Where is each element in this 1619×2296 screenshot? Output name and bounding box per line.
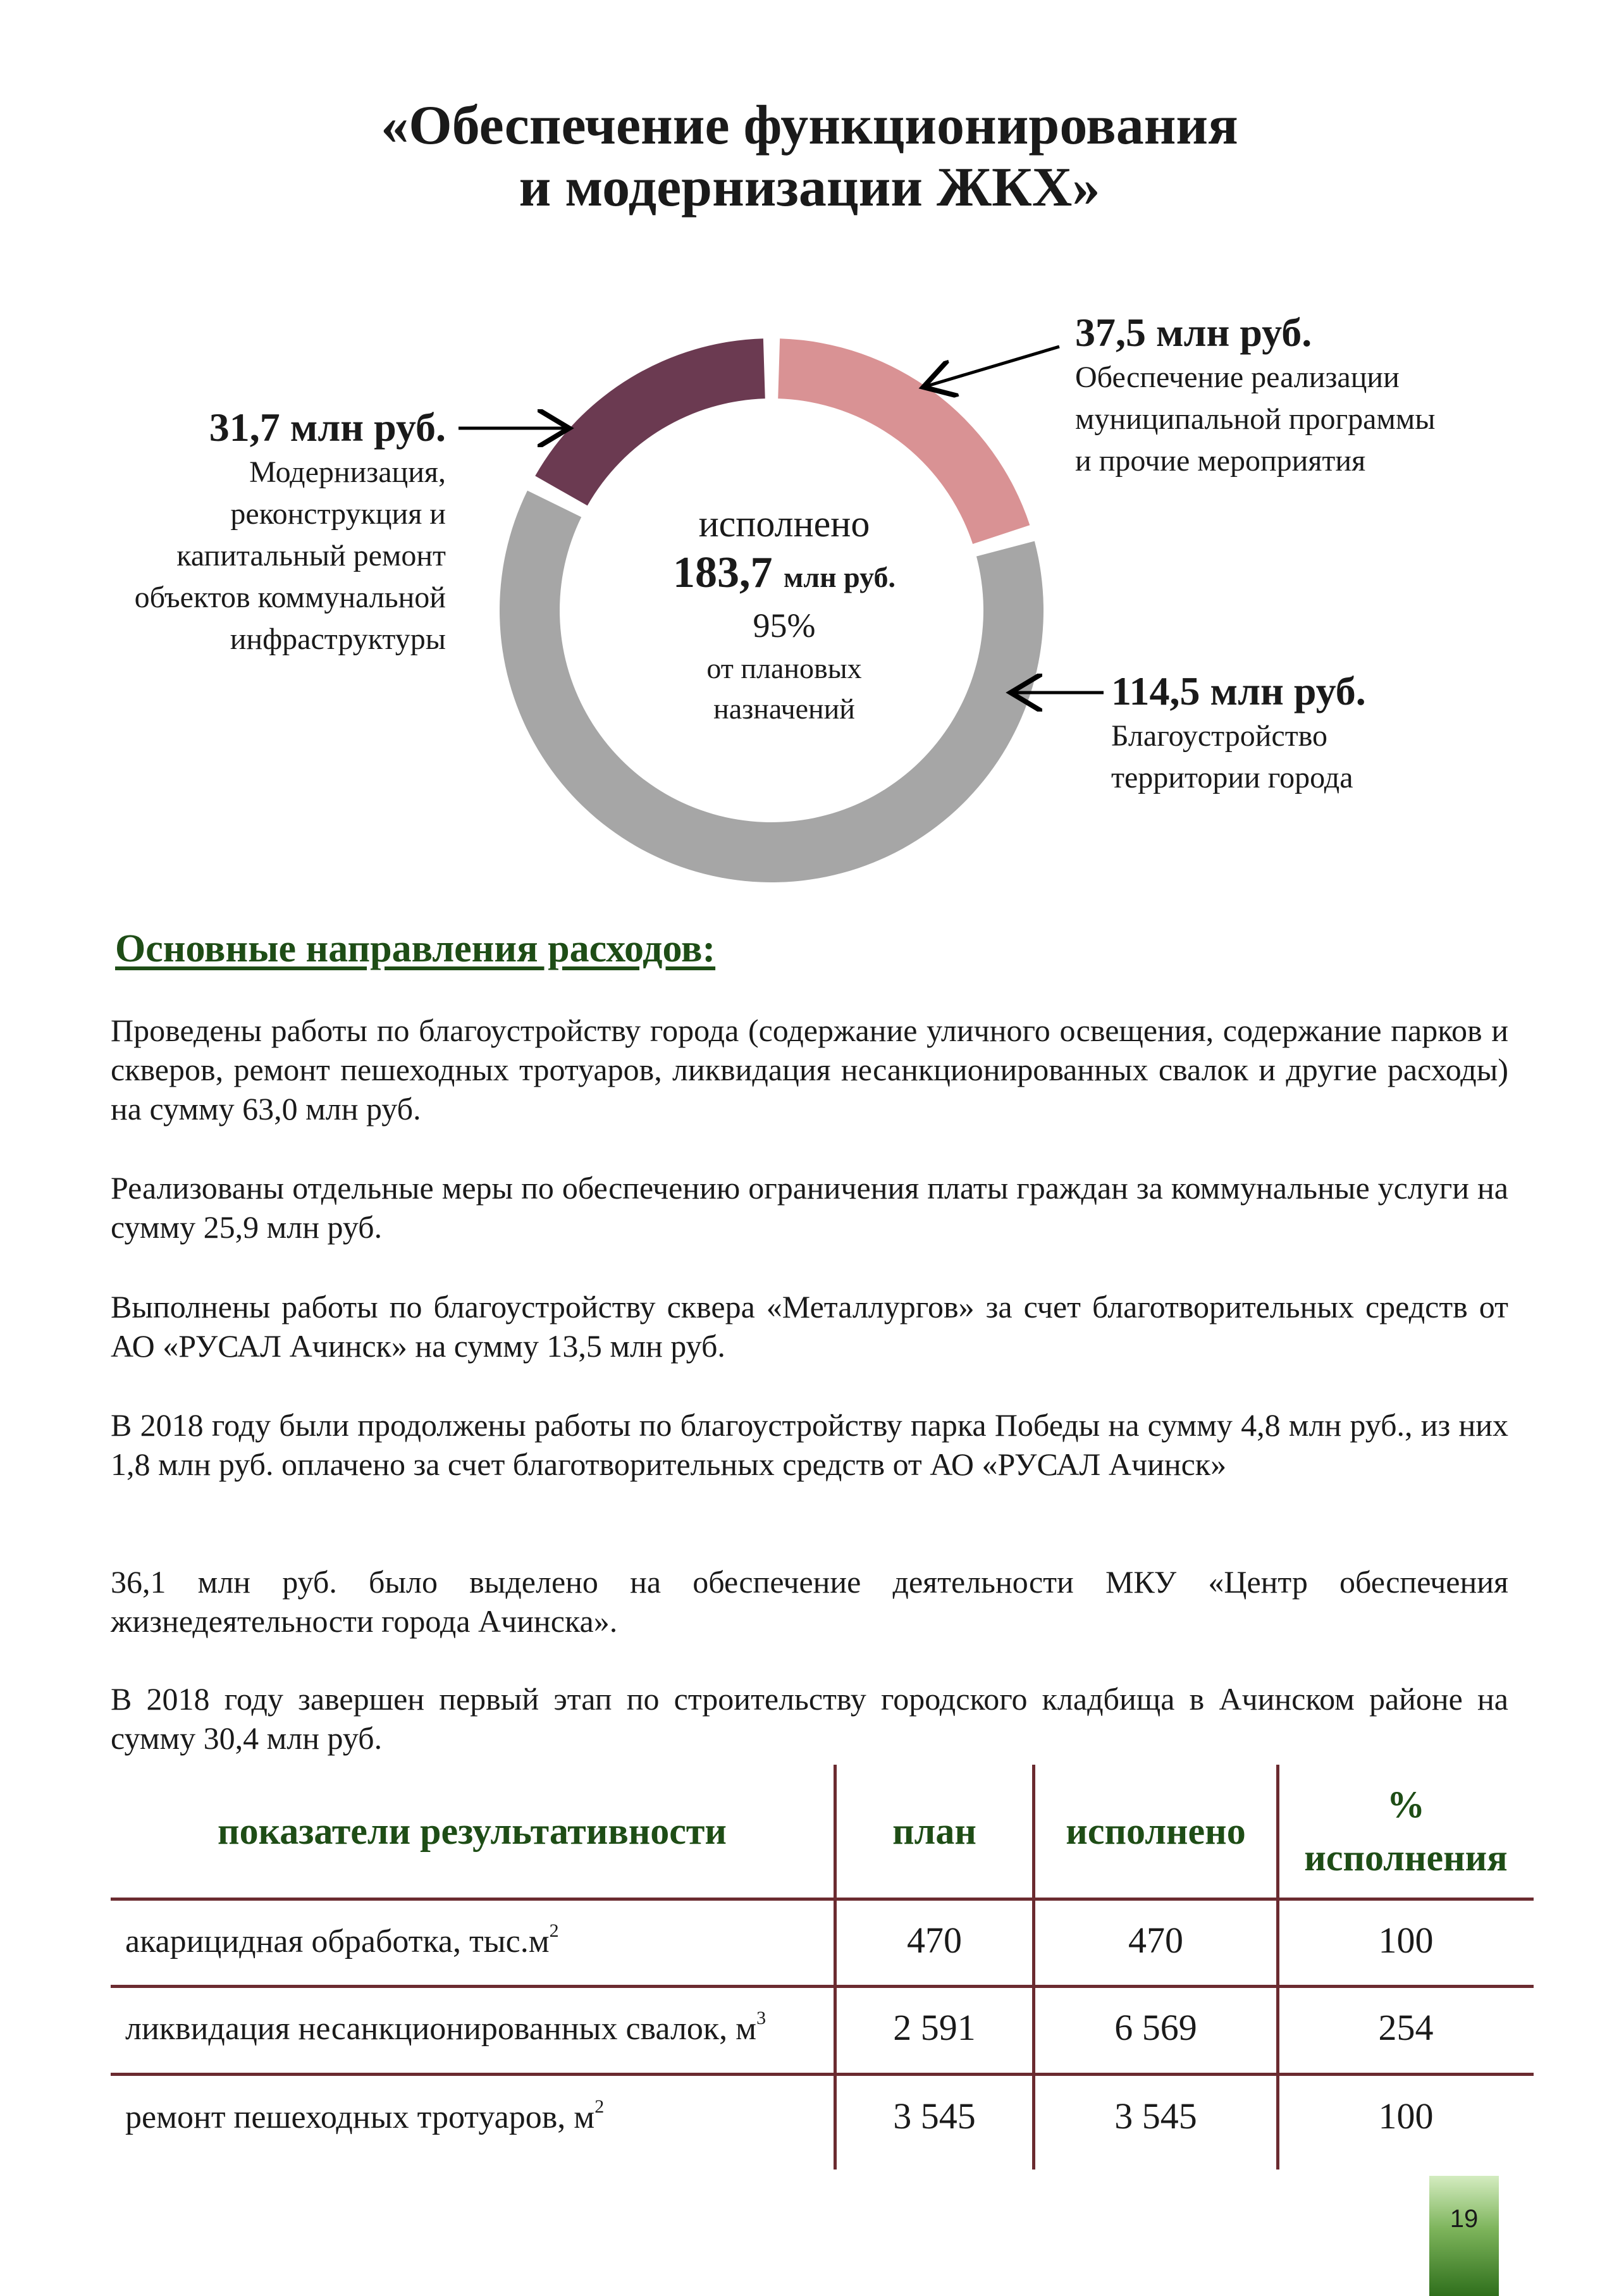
callout-desc-line: Благоустройство (1111, 719, 1328, 753)
callout-desc-line: Обеспечение реализации (1075, 361, 1400, 394)
callout-city-improvement (1111, 667, 1366, 799)
table-cell-percent: 100 (1378, 2095, 1434, 2137)
page-number-tab (1429, 2176, 1499, 2296)
paragraph: Проведены работы по благоустройству города (содержание уличного освещения, содержание парков и скверов, ремонт пешеходных тротуаров, ликвидация несанкционированных свалок и другие расходы) на сумму 63,0 млн руб. (111, 1013, 1508, 1126)
callout-modernization (63, 404, 446, 660)
table-cell-done: 3 545 (1114, 2095, 1197, 2137)
header-percent-word: исполнения (1304, 1837, 1508, 1879)
row-unit-sup: 2 (594, 2096, 605, 2117)
center-caption-line-2: назначений (713, 693, 855, 725)
callout-amount: 114,5 млн руб. (1111, 669, 1366, 713)
callout-desc-line: и прочие мероприятия (1075, 444, 1366, 478)
paragraph: Реализованы отдельные меры по обеспечению ограничения платы граждан за коммунальные услуги на сумму 25,9 млн руб. (111, 1170, 1508, 1245)
callout-program-support (1075, 309, 1435, 482)
row-unit-sup: 3 (756, 2008, 766, 2028)
callout-desc-line: объектов коммунальной (134, 581, 446, 614)
callout-desc-line: Модернизация, (249, 455, 446, 489)
table-rule (111, 1985, 1534, 1988)
center-total-unit: млн руб. (783, 561, 896, 593)
table-row-name (125, 2096, 605, 2137)
center-executed-label: исполнено (698, 503, 870, 545)
header-indicator: показатели результативности (218, 1810, 727, 1852)
donut-slice-modernization (535, 338, 765, 505)
paragraph: Выполнены работы по благоустройству сквера «Металлургов» за счет благотворительных средств от АО «РУСАЛ Ачинск» на сумму 13,5 млн руб. (111, 1289, 1508, 1364)
row-label: акарицидная обработка, тыс.м (125, 1923, 550, 1960)
callout-desc-line: капитальный ремонт (176, 539, 446, 572)
center-total-value: 183,7 (672, 548, 773, 597)
callout-desc-line: территории города (1111, 761, 1353, 794)
center-total (620, 548, 949, 603)
callout-description (1075, 357, 1435, 482)
row-unit-sup: 2 (549, 1920, 559, 1941)
table-cell-done: 470 (1128, 1920, 1183, 1961)
center-caption-line-1: от плановых (706, 652, 862, 684)
header-percent (1279, 1765, 1532, 1898)
callout-amount: 37,5 млн руб. (1075, 310, 1312, 355)
page-number: 19 (1450, 2205, 1479, 2233)
table-cell-done: 6 569 (1114, 2007, 1197, 2048)
paragraph: В 2018 году были продолжены работы по благоустройству парка Победы на сумму 4,8 млн руб., из них 1,8 млн руб. оплачено за счет благотворительных средств от АО «РУСАЛ Ачинск» (111, 1407, 1508, 1482)
center-percent: 95% (753, 607, 816, 645)
callout-desc-line: инфраструктуры (230, 622, 446, 656)
title-line-1: «Обеспечение функционирования (381, 95, 1238, 156)
callout-description (63, 452, 446, 660)
paragraph: В 2018 году завершен первый этап по строительству городского кладбища в Ачинском районе на сумму 30,4 млн руб. (111, 1681, 1508, 1756)
arrow-37-5 (923, 347, 1059, 387)
table-cell-percent: 254 (1378, 2007, 1434, 2048)
table-row-name (125, 2010, 766, 2048)
section-heading: Основные направления расходов: (115, 927, 716, 970)
header-plan: план (892, 1810, 976, 1852)
header-percent-sign: % (1387, 1784, 1425, 1825)
header-done: исполнено (1066, 1810, 1246, 1852)
table-cell-plan: 470 (907, 1920, 962, 1961)
callout-desc-line: муниципальной программы (1075, 402, 1436, 436)
table-rule (111, 1898, 1534, 1901)
table-row-name (125, 1920, 559, 1961)
row-label: ликвидация несанкционированных свалок, м (125, 2011, 757, 2047)
callout-description (1111, 715, 1366, 799)
table-cell-percent: 100 (1378, 1920, 1434, 1961)
paragraph: 36,1 млн руб. было выделено на обеспечение деятельности МКУ «Центр обеспечения жизнедеятельности города Ачинска». (111, 1564, 1508, 1639)
callout-desc-line: реконструкция и (230, 497, 446, 531)
row-label: ремонт пешеходных тротуаров, м (125, 2099, 595, 2135)
title-line-2: и модернизации ЖКХ» (519, 157, 1100, 218)
table-cell-plan: 3 545 (893, 2095, 976, 2137)
callout-amount: 31,7 млн руб. (209, 405, 446, 450)
table-cell-plan: 2 591 (893, 2007, 976, 2048)
donut-center-label (620, 500, 949, 729)
table-rule (111, 2073, 1534, 2076)
